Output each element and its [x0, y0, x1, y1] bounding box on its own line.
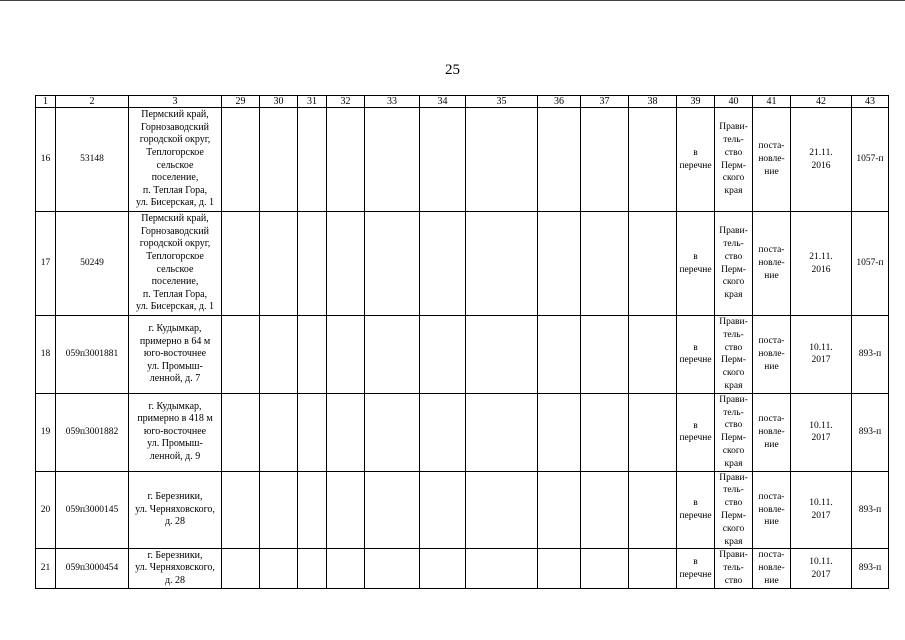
act-date-text: 21.11. 2016	[809, 148, 833, 171]
act-type-text: поста- новле- ние	[758, 550, 785, 586]
act-type-cell	[753, 471, 791, 549]
empty-cell	[420, 108, 466, 212]
empty-cell	[222, 393, 260, 471]
empty-cell	[538, 212, 581, 316]
registry-table	[35, 95, 889, 589]
list-status-text: в перечне	[679, 252, 712, 275]
list-status-text: в перечне	[679, 420, 712, 444]
authority-cell	[715, 108, 753, 212]
list-status-text: в перечне	[679, 148, 712, 171]
empty-cell	[629, 471, 677, 549]
act-date-text: 21.11. 2016	[809, 252, 833, 275]
address-text: г. Березники, ул. Черняховского, д. 28	[135, 549, 215, 586]
empty-cell	[298, 549, 327, 588]
empty-cell	[222, 212, 260, 316]
act-type-text: поста- новле- ние	[758, 336, 785, 372]
empty-cell	[222, 471, 260, 549]
row-number: 17	[36, 212, 56, 316]
table-row	[36, 212, 889, 316]
list-status-cell	[677, 549, 715, 588]
empty-cell	[327, 316, 365, 394]
empty-cell	[581, 212, 629, 316]
empty-cell	[629, 212, 677, 316]
empty-cell	[365, 393, 420, 471]
column-header: 37	[581, 96, 629, 108]
empty-cell	[466, 471, 538, 549]
row-number: 16	[36, 108, 56, 212]
act-number-cell: 893-п	[852, 393, 889, 471]
empty-cell	[466, 212, 538, 316]
empty-cell	[466, 108, 538, 212]
empty-cell	[298, 316, 327, 394]
column-header: 38	[629, 96, 677, 108]
cadastral-id: 059п3000454	[56, 549, 129, 588]
list-status-cell	[677, 471, 715, 549]
authority-text: Прави- тель- ство Перм- ского края	[719, 122, 748, 197]
empty-cell	[538, 316, 581, 394]
list-status-cell	[677, 393, 715, 471]
authority-text: Прави- тель- ство	[719, 550, 748, 586]
column-header: 35	[466, 96, 538, 108]
address-cell	[129, 316, 222, 394]
empty-cell	[365, 316, 420, 394]
address-cell	[129, 108, 222, 212]
page-number: 25	[445, 62, 460, 78]
authority-text: Прави- тель- ство Перм- ского края	[719, 317, 748, 391]
empty-cell	[260, 108, 298, 212]
address-cell	[129, 549, 222, 588]
act-type-cell	[753, 212, 791, 316]
row-number: 19	[36, 393, 56, 471]
empty-cell	[260, 393, 298, 471]
empty-cell	[581, 108, 629, 212]
empty-cell	[298, 393, 327, 471]
empty-cell	[365, 212, 420, 316]
empty-cell	[222, 108, 260, 212]
address-text: Пермский край, Горнозаводский городской округ, Теплогорское сельское поселение, п. Теплая Гора, ул. Бисерская, д. 1	[136, 213, 214, 313]
column-header: 2	[56, 96, 129, 108]
row-number: 20	[36, 471, 56, 549]
authority-cell	[715, 212, 753, 316]
list-status-text: в перечне	[679, 557, 712, 580]
empty-cell	[260, 212, 298, 316]
table-row	[36, 393, 889, 471]
column-header: 33	[365, 96, 420, 108]
address-cell	[129, 212, 222, 316]
cadastral-id: 059п3001881	[56, 316, 129, 394]
empty-cell	[327, 108, 365, 212]
empty-cell	[581, 549, 629, 588]
empty-cell	[420, 212, 466, 316]
empty-cell	[466, 316, 538, 394]
authority-cell	[715, 393, 753, 471]
column-header: 40	[715, 96, 753, 108]
act-date-cell	[791, 212, 852, 316]
address-cell	[129, 471, 222, 549]
empty-cell	[538, 108, 581, 212]
cadastral-id: 059п3001882	[56, 393, 129, 471]
empty-cell	[581, 316, 629, 394]
authority-cell	[715, 471, 753, 549]
act-date-text: 10.11. 2017	[809, 342, 833, 366]
empty-cell	[466, 549, 538, 588]
address-text: г. Кудымкар, примерно в 418 м юго-восточнее ул. Промыш- ленной, д. 9	[137, 400, 213, 463]
act-type-cell	[753, 108, 791, 212]
empty-cell	[298, 108, 327, 212]
empty-cell	[298, 471, 327, 549]
empty-cell	[327, 471, 365, 549]
act-date-text: 10.11. 2017	[809, 557, 833, 580]
empty-cell	[538, 471, 581, 549]
address-text: г. Кудымкар, примерно в 64 м юго-восточнее ул. Промыш- ленной, д. 7	[139, 322, 211, 385]
address-cell	[129, 393, 222, 471]
act-number-cell: 893-п	[852, 471, 889, 549]
act-type-text: поста- новле- ние	[758, 413, 785, 450]
empty-cell	[420, 549, 466, 588]
empty-cell	[538, 549, 581, 588]
empty-cell	[581, 393, 629, 471]
header-row	[36, 96, 889, 108]
act-date-text: 10.11. 2017	[809, 420, 833, 444]
act-date-cell	[791, 393, 852, 471]
empty-cell	[365, 549, 420, 588]
act-date-text: 10.11. 2017	[809, 498, 833, 521]
column-header: 31	[298, 96, 327, 108]
empty-cell	[420, 316, 466, 394]
table-row	[36, 549, 889, 588]
empty-cell	[538, 393, 581, 471]
list-status-cell	[677, 316, 715, 394]
column-header: 41	[753, 96, 791, 108]
empty-cell	[222, 316, 260, 394]
empty-cell	[298, 212, 327, 316]
address-text: Пермский край, Горнозаводский городской округ, Теплогорское сельское поселение, п. Теплая Гора, ул. Бисерская, д. 1	[136, 109, 214, 209]
page-top-edge	[0, 0, 905, 1]
act-number-cell: 893-п	[852, 549, 889, 588]
empty-cell	[260, 316, 298, 394]
cadastral-id: 53148	[56, 108, 129, 212]
cadastral-id: 50249	[56, 212, 129, 316]
empty-cell	[365, 471, 420, 549]
act-type-text: поста- новле- ние	[758, 245, 785, 281]
act-type-cell	[753, 316, 791, 394]
authority-text: Прави- тель- ство Перм- ского края	[719, 394, 748, 469]
act-type-text: поста- новле- ние	[758, 491, 785, 528]
act-date-cell	[791, 108, 852, 212]
empty-cell	[466, 393, 538, 471]
column-header: 39	[677, 96, 715, 108]
cadastral-id: 059п3000145	[56, 471, 129, 549]
act-number-cell: 893-п	[852, 316, 889, 394]
act-type-cell	[753, 549, 791, 588]
column-header: 29	[222, 96, 260, 108]
column-header: 32	[327, 96, 365, 108]
column-header: 34	[420, 96, 466, 108]
list-status-cell	[677, 212, 715, 316]
column-header: 43	[852, 96, 889, 108]
row-number: 18	[36, 316, 56, 394]
act-type-text: поста- новле- ние	[758, 141, 785, 177]
column-header: 36	[538, 96, 581, 108]
authority-cell	[715, 316, 753, 394]
table-row	[36, 471, 889, 549]
act-date-cell	[791, 471, 852, 549]
row-number: 21	[36, 549, 56, 588]
column-header: 42	[791, 96, 852, 108]
column-header: 3	[129, 96, 222, 108]
act-date-cell	[791, 316, 852, 394]
empty-cell	[327, 549, 365, 588]
empty-cell	[581, 471, 629, 549]
empty-cell	[629, 316, 677, 394]
act-number-cell: 1057-п	[852, 212, 889, 316]
authority-text: Прави- тель- ство Перм- ского края	[719, 226, 748, 301]
empty-cell	[260, 471, 298, 549]
empty-cell	[420, 393, 466, 471]
empty-cell	[327, 393, 365, 471]
authority-cell	[715, 549, 753, 588]
column-header: 30	[260, 96, 298, 108]
empty-cell	[327, 212, 365, 316]
empty-cell	[365, 108, 420, 212]
list-status-cell	[677, 108, 715, 212]
empty-cell	[629, 393, 677, 471]
list-status-text: в перечне	[679, 498, 712, 521]
list-status-text: в перечне	[679, 342, 712, 366]
act-type-cell	[753, 393, 791, 471]
address-text: г. Березники, ул. Черняховского, д. 28	[135, 491, 215, 528]
act-number-cell: 1057-п	[852, 108, 889, 212]
table-row	[36, 316, 889, 394]
table-row	[36, 108, 889, 212]
empty-cell	[420, 471, 466, 549]
empty-cell	[629, 549, 677, 588]
empty-cell	[629, 108, 677, 212]
empty-cell	[260, 549, 298, 588]
act-date-cell	[791, 549, 852, 588]
authority-text: Прави- тель- ство Перм- ского края	[719, 472, 748, 547]
empty-cell	[222, 549, 260, 588]
column-header: 1	[36, 96, 56, 108]
